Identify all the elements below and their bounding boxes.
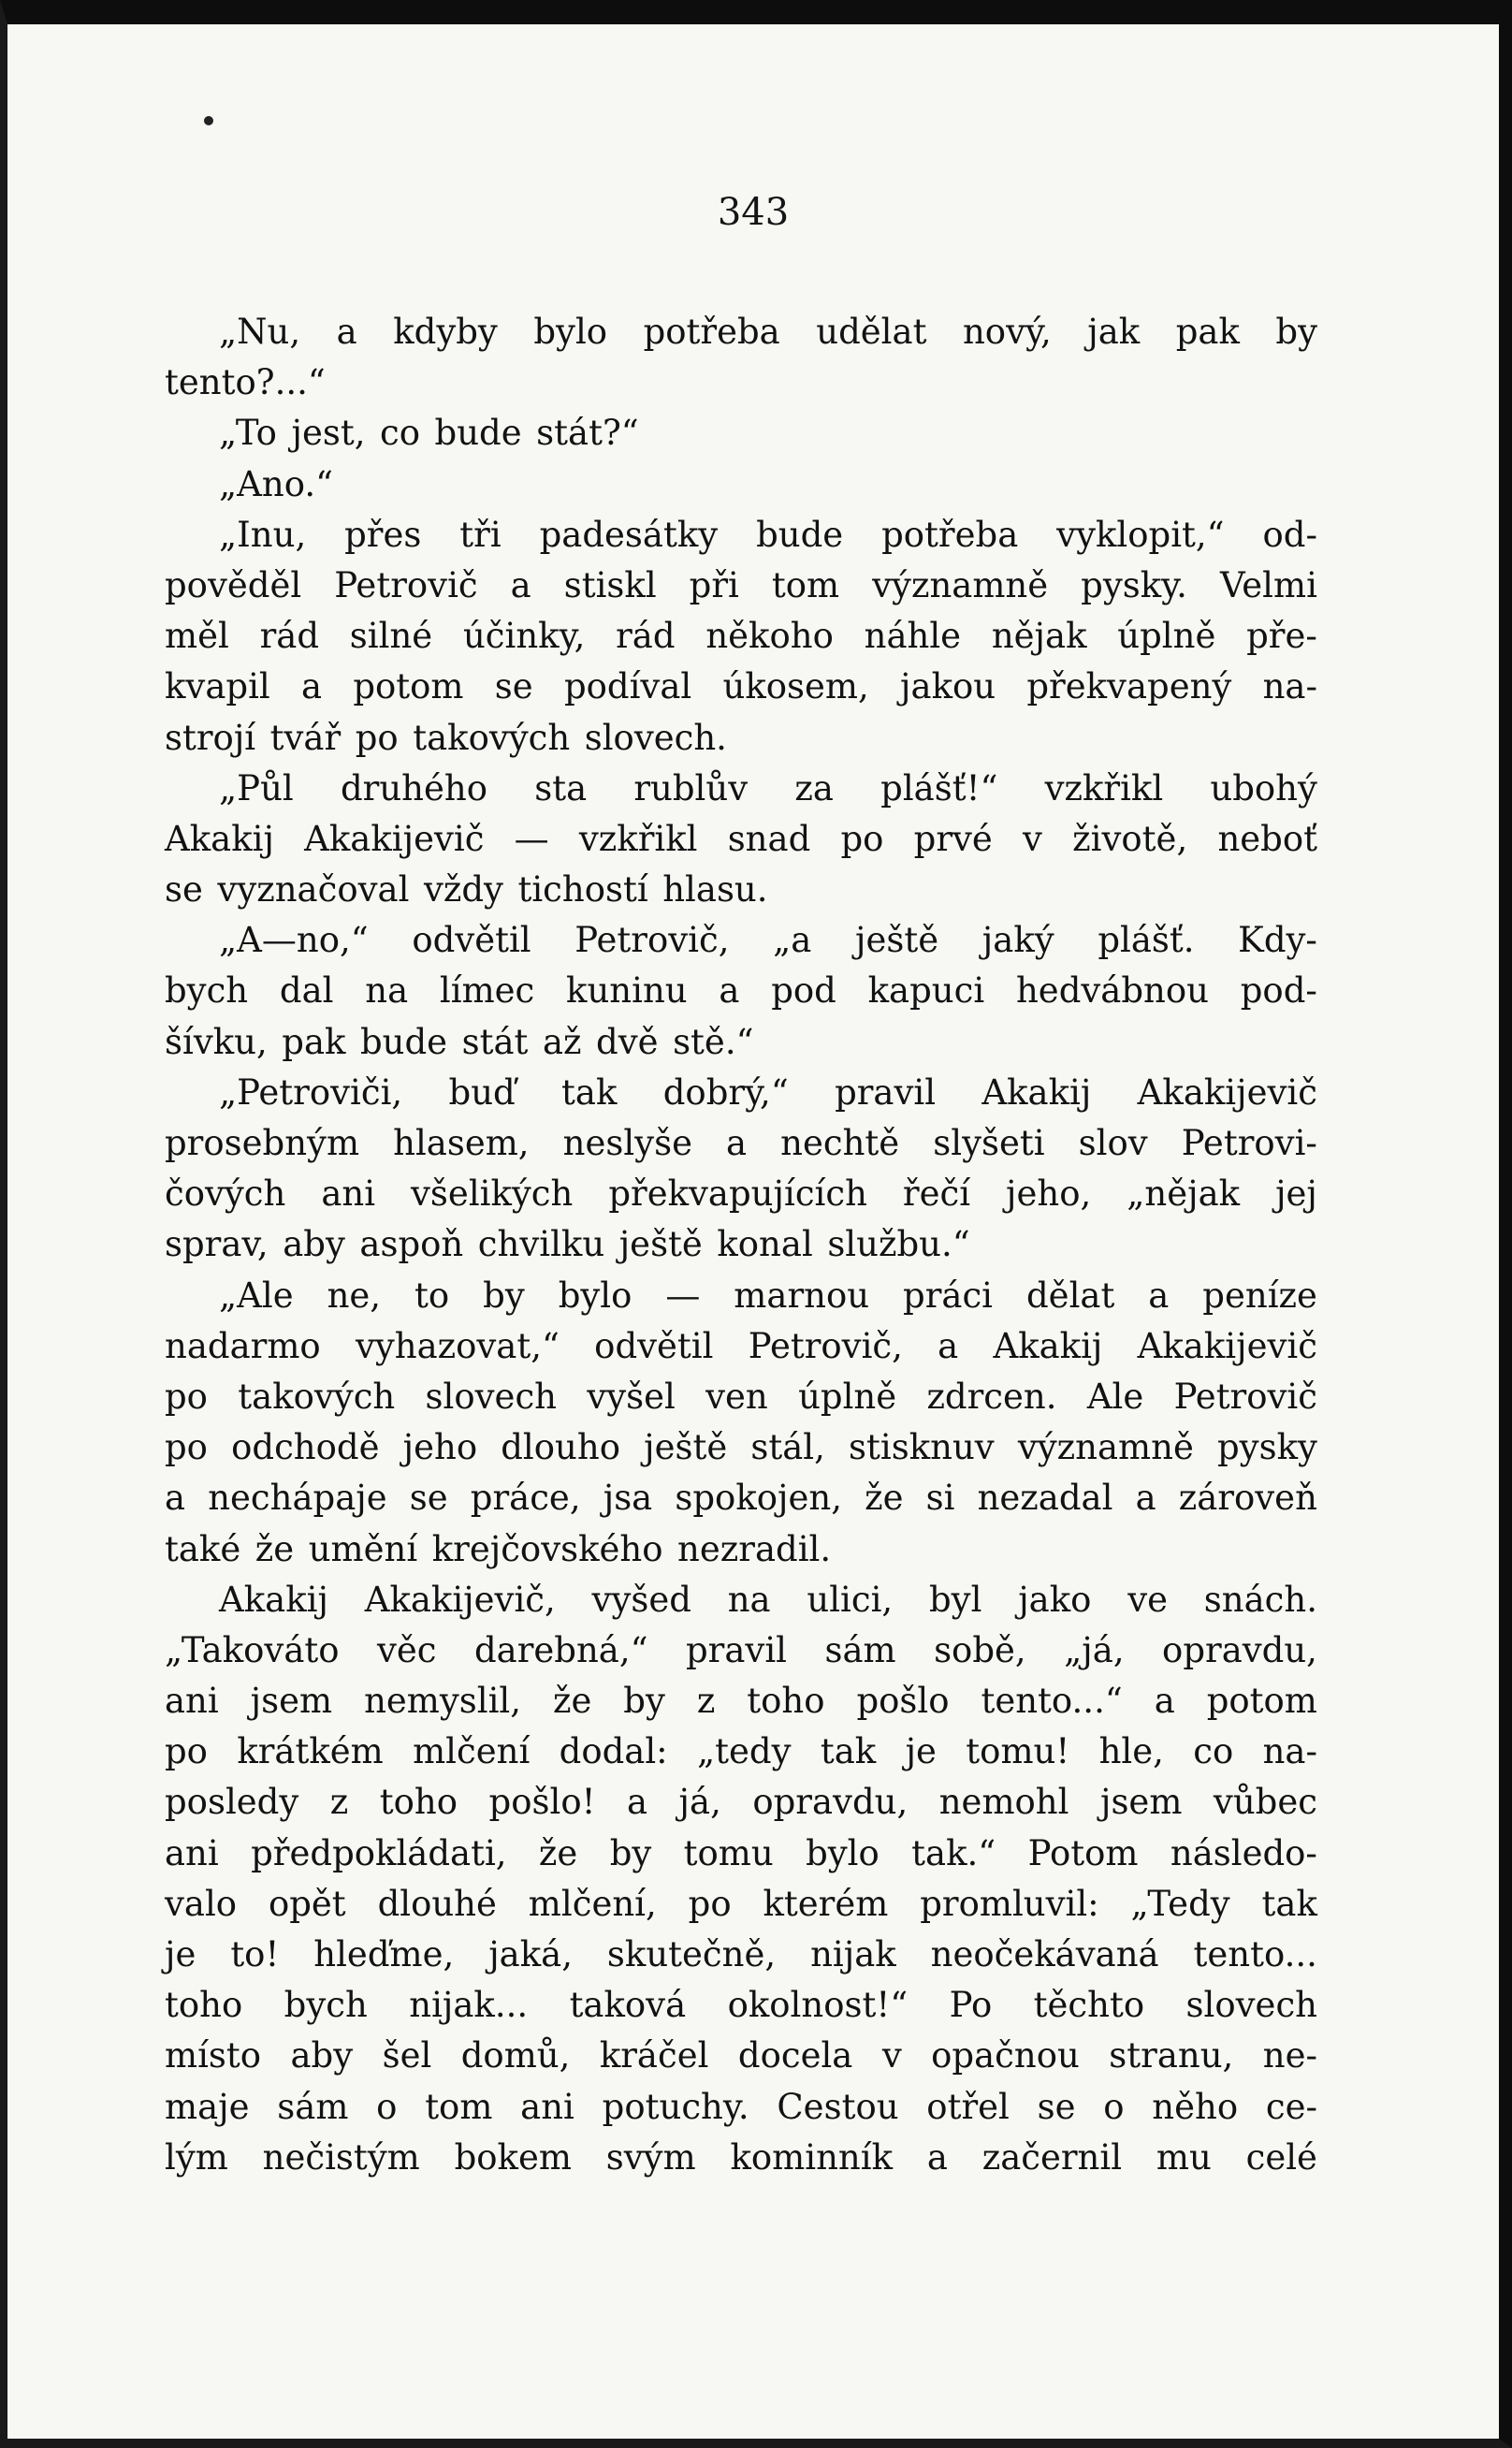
text-line: posledy z toho pošlo! a já, opravdu, nemohl jsem vůbec xyxy=(165,1782,1317,1823)
text-line: po krátkém mlčení dodal: „tedy tak je tomu! hle, co na- xyxy=(165,1731,1317,1772)
text-line: ani předpokládati, že by tomu bylo tak.“ Potom následo- xyxy=(165,1832,1317,1873)
text-line: pověděl Petrovič a stiskl při tom významně pysky. Velmi xyxy=(165,564,1317,605)
page-number: 343 xyxy=(717,191,790,234)
text-line: místo aby šel domů, kráčel docela v opačnou stranu, ne- xyxy=(165,2035,1317,2076)
text-line: po odchodě jeho dlouho ještě stál, stisknuv významně pysky xyxy=(165,1427,1317,1468)
text-line: také že umění krejčovského nezradil. xyxy=(165,1528,832,1569)
text-line: „Petroviči, buď tak dobrý,“ pravil Akakij Akakijevič xyxy=(219,1071,1317,1113)
text-line: „Takováto věc darebná,“ pravil sám sobě, „já, opravdu, xyxy=(165,1629,1317,1670)
text-line: měl rád silné účinky, rád někoho náhle nějak úplně pře- xyxy=(165,616,1317,657)
text-line: Akakij Akakijevič — vzkřikl snad po prvé v životě, neboť xyxy=(165,818,1317,859)
text-line: je to! hleďme, jaká, skutečně, nijak neočekávaná tento... xyxy=(165,1934,1317,1974)
text-line: „Půl druhého sta rublův za plášť!“ vzkřikl ubohý xyxy=(219,767,1317,809)
text-line: „Nu, a kdyby bylo potřeba udělat nový, jak pak by xyxy=(219,312,1317,352)
text-line: „Ano.“ xyxy=(219,463,334,504)
text-line: toho bych nijak... taková okolnost!“ Po těchto slovech xyxy=(165,1985,1317,2026)
text-line: se vyznačoval vždy tichostí hlasu. xyxy=(165,869,768,911)
text-line: „A—no,“ odvětil Petrovič, „a ještě jaký plášť. Kdy- xyxy=(219,920,1317,961)
text-line: prosebným hlasem, neslyše a nechtě slyšeti slov Petrovi- xyxy=(165,1123,1317,1163)
text-line: kvapil a potom se podíval úkosem, jakou překvapený na- xyxy=(165,666,1317,707)
text-line: čových ani všelikých překvapujících řečí jeho, „nějak jej xyxy=(165,1173,1317,1215)
ink-speck xyxy=(204,116,213,125)
text-line: „Inu, přes tři padesátky bude potřeba vyklopit,“ od- xyxy=(219,514,1317,555)
text-line: lým nečistým bokem svým kominník a začernil mu celé xyxy=(165,2136,1317,2178)
text-line: Akakij Akakijevič, vyšed na ulici, byl jako ve snách. xyxy=(219,1579,1317,1620)
text-line: tento?...“ xyxy=(165,362,326,403)
text-line: bych dal na límec kuninu a pod kapuci hedvábnou pod- xyxy=(165,970,1317,1012)
text-line: maje sám o tom ani potuchy. Cestou otřel se o něho ce- xyxy=(165,2086,1317,2127)
text-line: nadarmo vyhazovat,“ odvětil Petrovič, a Akakij Akakijevič xyxy=(165,1325,1317,1366)
text-line: valo opět dlouhé mlčení, po kterém promluvil: „Tedy tak xyxy=(165,1883,1317,1924)
text-line: sprav, aby aspoň chvilku ještě konal službu.“ xyxy=(165,1224,970,1265)
text-line: po takových slovech vyšel ven úplně zdrcen. Ale Petrovič xyxy=(165,1376,1317,1417)
text-line: strojí tvář po takových slovech. xyxy=(165,717,727,758)
text-line: šívku, pak bude stát až dvě stě.“ xyxy=(165,1021,754,1062)
text-line: „To jest, co bude stát?“ xyxy=(219,413,639,454)
text-line: „Ale ne, to by bylo — marnou práci dělat a peníze xyxy=(219,1275,1317,1316)
text-line: ani jsem nemyslil, že by z toho pošlo tento...“ a potom xyxy=(165,1681,1317,1722)
text-line: a nechápaje se práce, jsa spokojen, že si nezadal a zároveň xyxy=(165,1478,1317,1519)
body-text xyxy=(165,307,1317,2183)
